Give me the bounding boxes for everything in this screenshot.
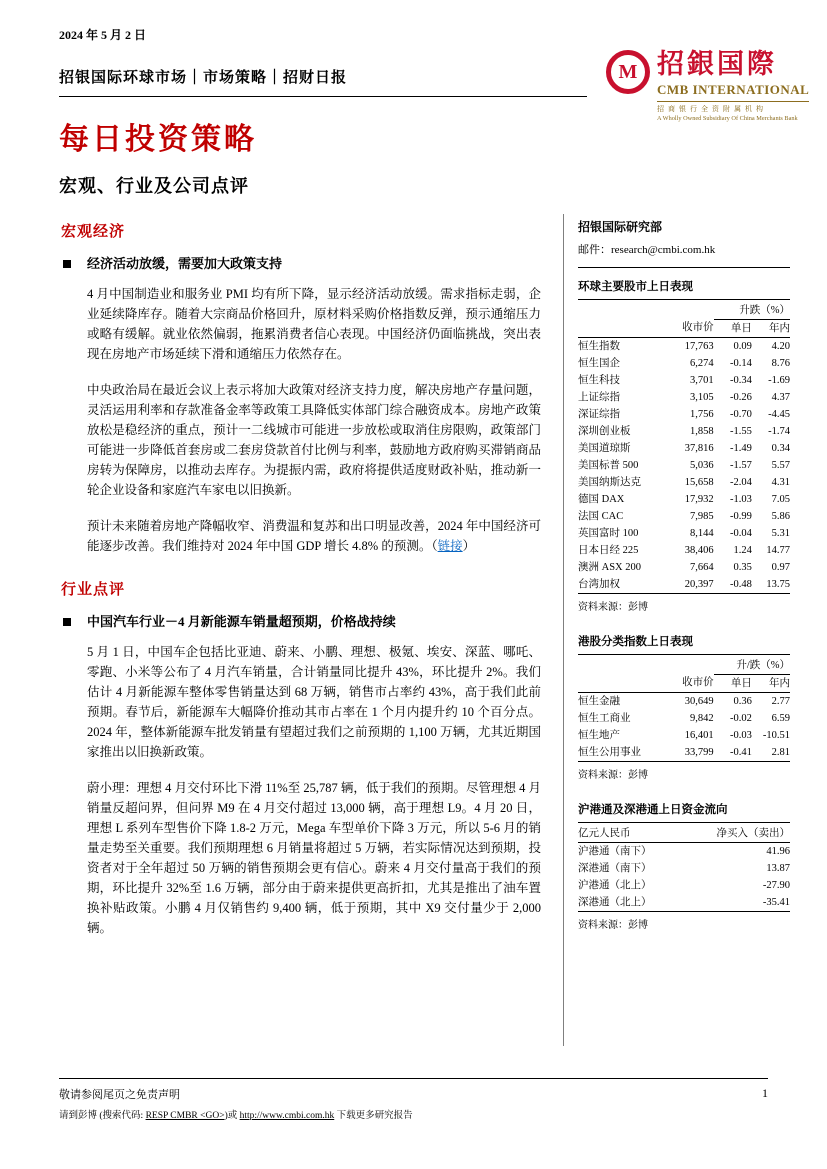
table-row [578,372,790,389]
row-value: -1.74 [768,425,790,437]
table-header-row [578,302,790,320]
row-label: 沪港通（北上） [578,879,652,891]
row-label: 深证综指 [578,408,620,420]
table-row [578,457,790,474]
section-macro [59,220,541,556]
row-value: 6.59 [771,712,790,724]
contact-email-line [578,241,790,257]
paragraph: 中央政治局在最近会议上表示将加大政策对经济支持力度，解决房地产存量问题，灵活运用利率和存款准备金率等政策工具降低实体部门综合融资成本。房地产政策放松是稳经济的重点，预计一二线城市可能进一步放松或取消住房限购，政策部门可能进一步降低首套房或二套房贷款首付比例与利率，鼓励地方政府购买滞销商品房转为保障房，以推动去库存。为提振内需，政府将提供适度财政补贴，推动新一轮企业设备和家庭汽车家电以旧换新。 [87,382,541,497]
sidebar [564,214,790,1046]
row-value: 4.37 [771,391,790,403]
page-title: 每日投资策略 [59,123,257,156]
header-cell [578,675,654,693]
header-bar: 招银国际环球市场｜市场策略｜招财日报 [59,66,587,97]
table-row [578,474,790,491]
logo-tagline-en: A Wholly Owned Subsidiary Of China Merchants Bank [657,114,798,122]
row-value: 1,858 [690,425,714,437]
footer-text: 下载更多研究报告 [334,1111,413,1121]
global-markets-table-title: 环球主要股市上日表现 [578,278,790,300]
email-link[interactable]: research@cmbi.com.hk [611,244,716,256]
table-row [578,338,790,356]
row-value: 20,397 [684,578,714,590]
header-cell [578,302,654,320]
table-header-row [578,657,790,675]
connect-flows-table-title: 沪港通及深港通上日资金流向 [578,801,790,823]
table-row [578,542,790,559]
row-value: 33,799 [684,746,714,758]
email-label: 邮件： [578,244,611,256]
table-row [578,744,790,762]
row-value: -1.57 [729,459,752,471]
source-note: 资料来源：彭博 [578,920,648,931]
row-value: 8.76 [771,357,790,369]
research-dept-title: 招银国际研究部 [578,220,663,234]
row-label: 深港通（南下） [578,862,652,874]
sidebar-divider [578,267,790,268]
row-value: 41.96 [766,845,790,857]
row-value: -1.49 [729,442,752,454]
row-value: 14.77 [766,544,790,556]
row-value: 1,756 [690,408,714,420]
table-row [578,423,790,440]
global-markets-table [578,302,790,594]
header-cell [654,657,713,675]
page-number: 1 [762,1086,768,1100]
bloomberg-code: RESP CMBR <GO> [145,1111,225,1121]
ytd-header-cell: 年内 [769,677,790,689]
hk-sectors-table [578,657,790,762]
row-value: 0.97 [771,561,790,573]
row-value: 3,105 [690,391,714,403]
row-label: 日本日经 225 [578,544,639,556]
row-value: -1.69 [768,374,790,386]
paragraph: 5 月 1 日，中国车企包括比亚迪、蔚来、小鹏、理想、极氪、埃安、深蓝、哪吒、零跑、小米等公布了 4 月汽车销量，合计销量同比提升 43%，环比提升 2%。我们估计 4 月新能源车整体零售销量达到 68 万辆，销售市占率约 43%，高于我们此前预期。春节后，新能源车大幅降价推动其市占率在 1 个月内提升约 10 个百分点。2024 年，整体新能源车批发销量有望超过我们之前预期的 1,100 万辆，尤其近期国家推出以旧换新政策。 [87,644,541,759]
paragraph: 4 月中国制造业和服务业 PMI 均有所下降，显示经济活动放缓。需求指标走弱，企业延续降库存。随着大宗商品价格回升，原材料采购价格指数反弹，预示通缩压力或略有缓解。就业依然偏弱，拖累消费者信心表现。中国经济仍面临挑战，突出表现在房地产市场延续下滑和通缩压力依然存在。 [87,286,541,361]
row-label: 恒生金融 [578,695,620,707]
row-value: 5.86 [771,510,790,522]
header-cell [578,320,654,338]
cmb-logo [606,49,810,122]
row-value: -4.45 [768,408,790,420]
row-label: 德国 DAX [578,493,625,505]
row-value: 30,649 [684,695,714,707]
row-value: 38,406 [684,544,714,556]
bullet-title: 中国汽车行业－4 月新能源车销量超预期，价格战持续 [87,613,396,629]
row-label: 台湾加权 [578,578,620,590]
paragraph-text: ） [462,538,476,553]
content-columns [59,214,790,1046]
row-label: 法国 CAC [578,510,624,522]
row-value: -2.04 [729,476,752,488]
price-header-cell: 收市价 [682,677,714,689]
row-value: 7.05 [771,493,790,505]
section-heading-industry: 行业点评 [61,581,126,598]
logo-monogram: M [618,61,638,83]
table-row [578,355,790,372]
netbuy-header-cell: 净买入（卖出） [716,827,790,839]
row-value: 7,664 [690,561,714,573]
logo-name-cn: 招銀国際 [657,49,777,79]
row-label: 澳洲 ASX 200 [578,561,642,573]
row-value: 7,985 [690,510,714,522]
hk-sectors-table-title: 港股分类指数上日表现 [578,633,790,655]
table-row [578,440,790,457]
row-value: -1.03 [729,493,752,505]
row-value: -0.99 [729,510,752,522]
table-row [578,576,790,594]
bullet-square-icon [63,618,71,626]
logo-name-en: CMB INTERNATIONAL [657,81,810,97]
table-row [578,559,790,576]
row-value: 6,274 [690,357,714,369]
row-value: -1.55 [729,425,752,437]
table-row [578,389,790,406]
footer-text: )或 [224,1111,240,1121]
table-row [578,894,790,912]
paragraph [87,516,541,556]
connect-flows-table [578,825,790,912]
bullet-item [63,255,541,274]
bullet-title: 经济活动放缓，需要加大政策支持 [87,256,283,271]
daily-header-cell: 单日 [730,677,752,689]
row-value: 8,144 [690,527,714,539]
hk-sectors-table-body [578,693,790,762]
row-value: 3,701 [690,374,714,386]
row-value: -0.04 [729,527,752,539]
table-row [578,508,790,525]
row-value: 4.20 [771,340,790,352]
paragraph-text: 预计未来随着房地产降幅收窄、消费温和复苏和出口明显改善，2024 年中国经济可能逐步改善。我们维持对 2024 年中国 GDP 增长 4.8% 的预测。（ [87,518,541,553]
group-header-cell: 升/跌（%） [714,657,790,675]
row-value: -10.51 [762,729,790,741]
cmb-logo-icon [606,50,650,94]
table-row [578,710,790,727]
row-value: 0.36 [733,695,752,707]
page-subtitle: 宏观、行业及公司点评 [59,176,249,196]
table-row [578,860,790,877]
row-label: 美国道琼斯 [578,442,631,454]
paragraph: 蔚小理：理想 4 月交付环比下滑 11%至 25,787 辆，低于我们的预期。尽管理想 4 月销量反超问界，但问界 M9 在 4 月交付超过 13,000 辆，高于理想 L9。4 月 20 日，理想 L 系列车型售价下降 1.8-2 万元，Mega 车型单价下降 3 万元，所以 5-6 月的销量走势至关重要。我们预期理想 6 月销量将超过 5 万辆，若实际情况达到预期，投资者对于全年超过 50 万辆的销售预期会更有信心。蔚来 4 月交付量高于我们的预期，环比提升 32%至 1.6 万辆，部分由于蔚来提供更高折扣，尤其是推出了油车置换补贴政策。小鹏 4 月仅销售约 9,400 辆，低于预期，其中 X9 交付量少于 2,000 辆。 [87,780,541,935]
row-value: 2.77 [771,695,790,707]
row-value: 17,763 [684,340,714,352]
table-row [578,406,790,423]
ytd-header-cell: 年内 [769,322,790,334]
disclaimer-note: 敬请参阅尾页之免责声明 [59,1089,180,1101]
row-value: -35.41 [762,896,790,908]
logo-tagline-cn: 招商银行全资附属机构 [657,104,767,113]
daily-header-cell: 单日 [730,322,752,334]
table-row [578,877,790,894]
row-value: -27.90 [762,879,790,891]
row-value: -0.41 [729,746,752,758]
source-note: 资料来源：彭博 [578,602,648,613]
logo-divider [657,101,809,102]
row-value: -0.02 [729,712,752,724]
row-value: -0.34 [729,374,752,386]
row-value: -0.14 [729,357,752,369]
row-value: 0.35 [733,561,752,573]
table-header-row [578,825,790,843]
row-value: 16,401 [684,729,714,741]
row-value: 0.09 [733,340,752,352]
page-footer [59,1078,768,1121]
table-row [578,727,790,744]
table-row [578,693,790,711]
section-industry [59,578,541,938]
report-link[interactable]: 链接 [437,538,463,553]
row-label: 深圳创业板 [578,425,631,437]
row-label: 美国标普 500 [578,459,639,471]
row-value: 9,842 [690,712,714,724]
row-value: 4.31 [771,476,790,488]
footer-download-line [59,1107,768,1121]
main-column [59,214,564,1046]
header-cell [578,657,654,675]
bullet-square-icon [63,260,71,268]
connect-flows-table-body [578,843,790,912]
row-value: -0.03 [729,729,752,741]
footer-text: 请到彭博 (搜索代码: [59,1111,146,1121]
row-value: 5.57 [771,459,790,471]
row-value: 5.31 [771,527,790,539]
row-label: 恒生指数 [578,340,620,352]
table-subheader-row [578,320,790,338]
row-label: 美国纳斯达克 [578,476,641,488]
table-subheader-row [578,675,790,693]
report-date: 2024 年 5 月 2 日 [59,28,147,42]
row-label: 恒生科技 [578,374,620,386]
table-row [578,491,790,508]
header-cell [654,302,713,320]
bullet-item [63,613,541,632]
row-value: 2.81 [771,746,790,758]
row-value: -0.70 [729,408,752,420]
row-value: 17,932 [684,493,714,505]
row-label: 恒生工商业 [578,712,631,724]
table-row [578,843,790,861]
row-value: 37,816 [684,442,714,454]
cmbi-website-link[interactable]: http://www.cmbi.com.hk [239,1111,335,1121]
row-label: 恒生地产 [578,729,620,741]
row-value: 5,036 [690,459,714,471]
global-markets-table-body [578,338,790,594]
section-heading-macro: 宏观经济 [61,224,126,240]
group-header-cell: 升跌（%） [714,302,790,320]
row-value: 1.24 [733,544,752,556]
unit-header-cell: 亿元人民币 [578,827,631,839]
row-label: 沪港通（南下） [578,845,652,857]
row-label: 恒生国企 [578,357,620,369]
table-row [578,525,790,542]
row-value: 15,658 [684,476,714,488]
row-value: -0.48 [729,578,752,590]
price-header-cell: 收市价 [682,322,714,334]
row-label: 英国富时 100 [578,527,639,539]
row-value: 0.34 [771,442,790,454]
row-label: 上证综指 [578,391,620,403]
row-value: -0.26 [729,391,752,403]
row-value: 13.87 [766,862,790,874]
row-label: 恒生公用事业 [578,746,641,758]
row-value: 13.75 [766,578,790,590]
row-label: 深港通（北上） [578,896,652,908]
source-note: 资料来源：彭博 [578,770,648,781]
